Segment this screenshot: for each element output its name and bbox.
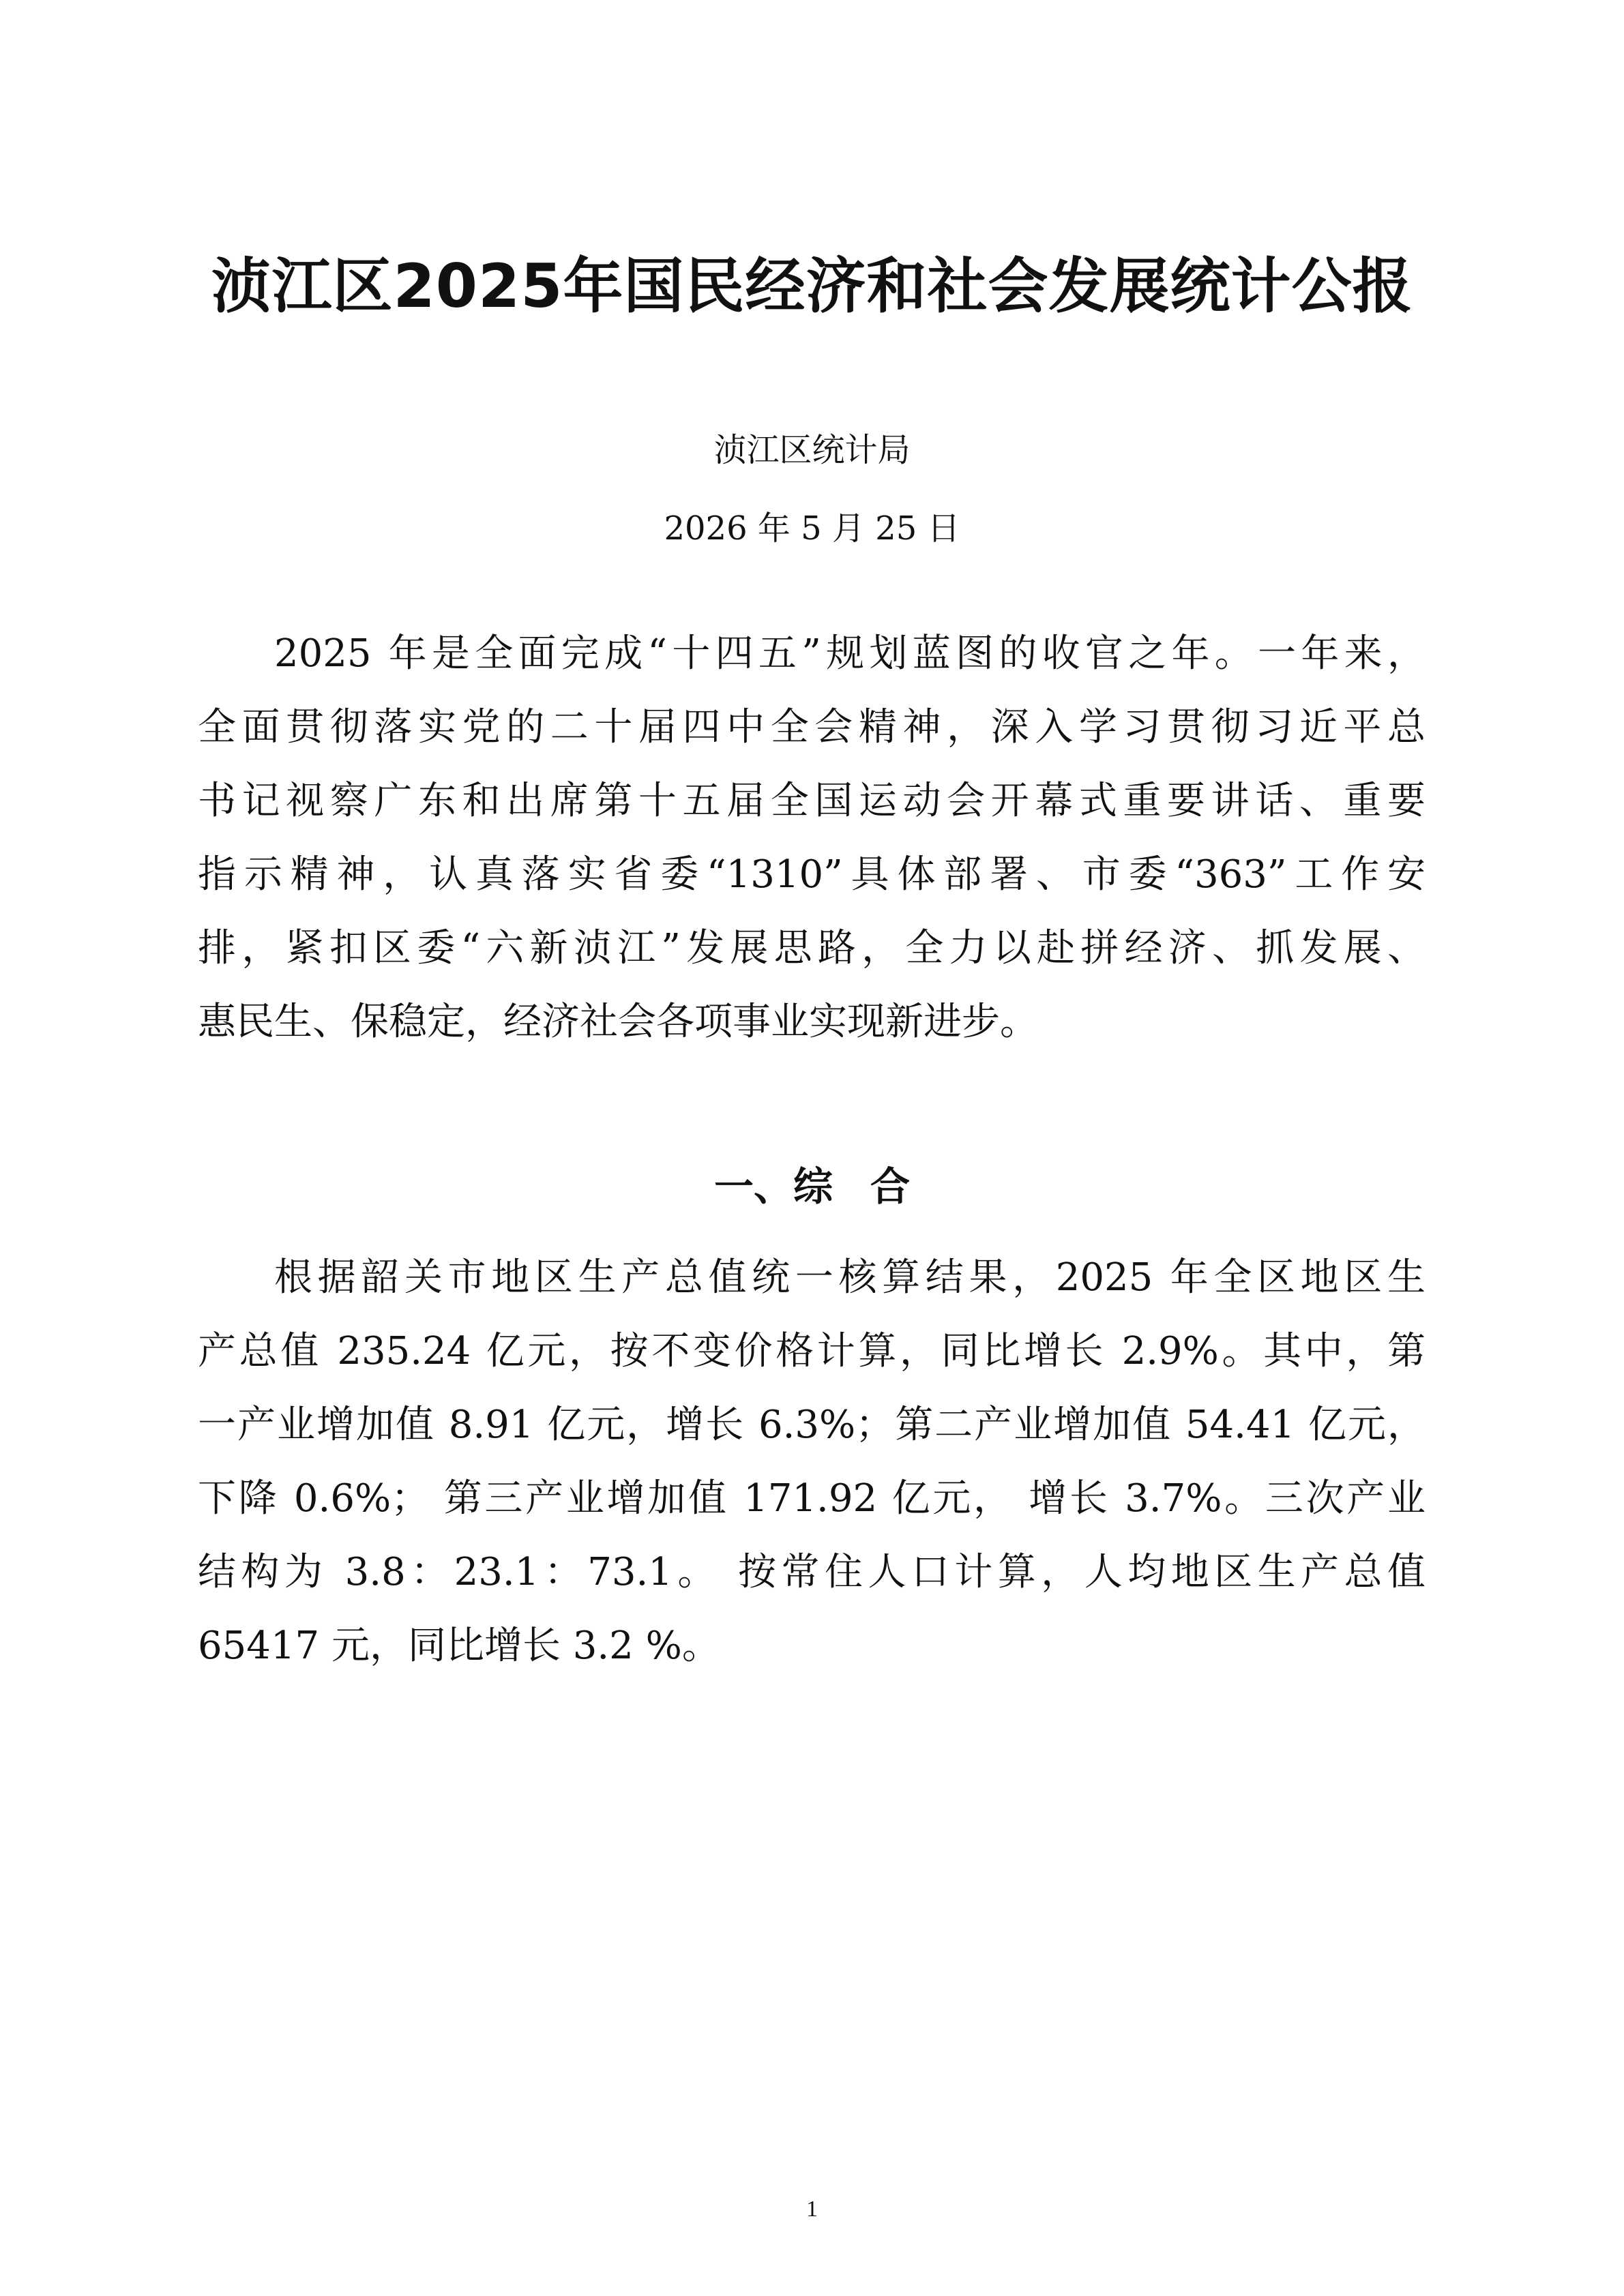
page-number: 1 xyxy=(806,2196,818,2222)
document-author: 浈江区统计局 xyxy=(713,431,911,469)
synthesis-line: 根据韶关市地区生产总值统一核算结果，2025 年全区地区生 xyxy=(274,1255,1426,1300)
document-date: 2026 年 5 月 25 日 xyxy=(664,509,960,548)
synthesis-line: 65417 元，同比增长 3.2 %。 xyxy=(198,1624,720,1668)
document-title: 浈江区2025年国民经济和社会发展统计公报 xyxy=(211,251,1413,321)
synthesis-paragraph xyxy=(198,1241,1426,1683)
intro-line: 全面贯彻落实党的二十届四中全会精神，深入学习贯彻习近平总 xyxy=(198,705,1426,749)
section-heading: 一、综 合 xyxy=(714,1163,910,1210)
intro-line: 书记视察广东和出席第十五届全国运动会开幕式重要讲话、重要 xyxy=(198,779,1426,823)
synthesis-line: 下降 0.6%； 第三产业增加值 171.92 亿元， 增长 3.7%。三次产业 xyxy=(198,1476,1426,1521)
intro-line: 惠民生、保稳定，经济社会各项事业实现新进步。 xyxy=(198,1000,1038,1044)
intro-line: 排，紧扣区委“六新浈江”发展思路，全力以赴拼经济、抓发展、 xyxy=(198,926,1426,970)
intro-line: 指示精神，认真落实省委“1310”具体部署、市委“363”工作安 xyxy=(198,852,1426,897)
synthesis-line: 结构为 3.8：23.1：73.1。 按常住人口计算，人均地区生产总值 xyxy=(198,1550,1426,1594)
synthesis-line: 产总值 235.24 亿元，按不变价格计算，同比增长 2.9%。其中，第 xyxy=(198,1329,1426,1373)
intro-paragraph xyxy=(198,617,1426,1059)
intro-line: 2025 年是全面完成“十四五”规划蓝图的收官之年。一年来， xyxy=(274,631,1426,676)
synthesis-line: 一产业增加值 8.91 亿元，增长 6.3%；第二产业增加值 54.41 亿元， xyxy=(198,1403,1426,1447)
